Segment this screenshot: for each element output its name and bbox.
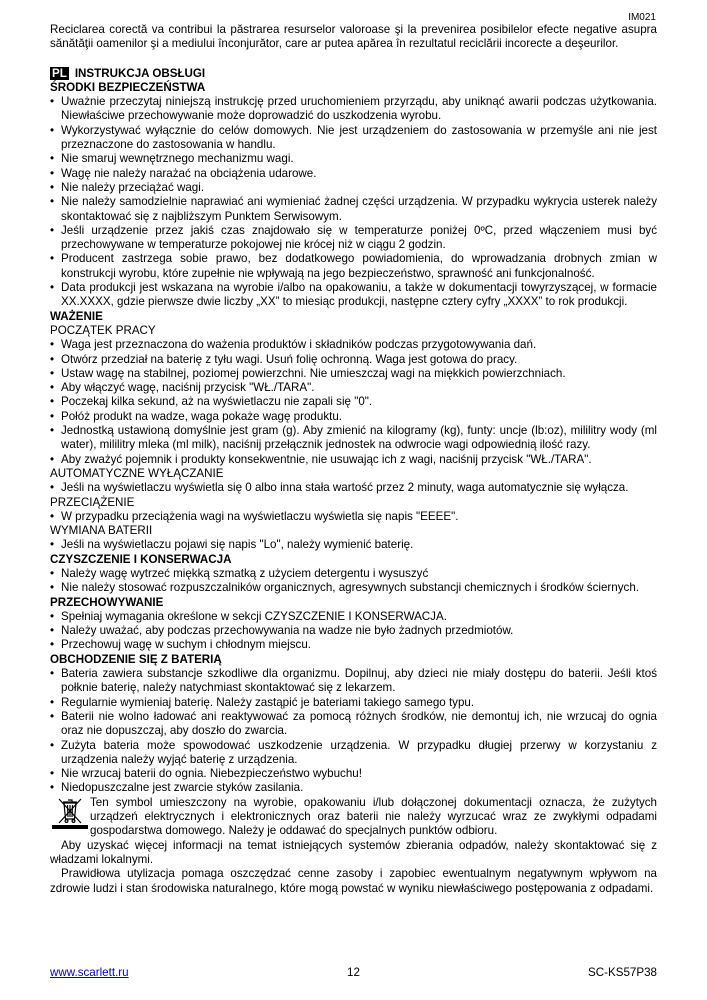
section-title-cleaning: CZYSZCZENIE I KONSERWACJA [50, 552, 232, 566]
language-heading [50, 67, 657, 81]
manual-title: INSTRUKCJA OBSŁUGI [74, 66, 206, 80]
list-item: • Jeśli na wyświetlaczu wyświetla się 0 albo inna stała wartość przez 2 minuty, waga automatycznie się wyłącza. [50, 481, 657, 495]
weee-paragraph-2: Aby uzyskać więcej informacji na temat istniejących systemów zbierania odpadów, należy skontaktować się z władzami lokalnymi. [50, 838, 657, 866]
weee-text: Ten symbol umieszczony na wyrobie, opakowaniu i/lub dołączonej dokumentacji oznacza, że zużytych urządzeń elektrycznych i elektronicznych oraz baterii nie należy wyrzucać wraz ze zwykłymi odpadami gospodarstwa domowego. Należy je oddawać do specjalnych punktów odbioru. [90, 795, 657, 838]
list-item: • Należy wagę wytrzeć miękką szmatką z użyciem detergentu i wysuszyć [50, 567, 657, 581]
auto-off-list [50, 481, 657, 495]
weighing-list [50, 338, 657, 467]
list-item: • Jednostką ustawioną domyślnie jest gram (g). Aby zmienić na kilogramy (kg), funty: uncje (lb:oz), mililitry wody (ml water), mililitry mleka (ml milk), naciśnij przełącznik jednostek na odwrocie wagi odpowiednią ilość razy. [50, 424, 657, 453]
list-item: • Niedopuszczalne jest zwarcie styków zasilania. [50, 781, 657, 795]
list-item: • Nie należy samodzielnie naprawiać ani wymieniać żadnej części urządzenia. W przypadku wykrycia usterek należy skontaktować się z najbliższym Punktem Serwisowym. [50, 195, 657, 224]
section-title-battery-handling: OBCHODZENIE SIĘ Z BATERIĄ [50, 652, 222, 666]
list-item: • Spełniaj wymagania określone w sekcji CZYSZCZENIE I KONSERWACJA. [50, 610, 657, 624]
document-id: IM021 [628, 12, 656, 23]
list-item: • Producent zastrzega sobie prawo, bez dodatkowego powiadomienia, do wprowadzania drobnych zmian w konstrukcji wyrobu, które zupełnie nie wpływają na jego bezpieczeństwo, sprawność ani funkcjonalność. [50, 252, 657, 281]
section-title-auto-off: AUTOMATYCZNE WYŁĄCZANIE [50, 466, 224, 480]
list-item: • Aby zważyć pojemnik i produkty konsekwentnie, nie usuwając ich z wagi, naciśnij przycisk "WŁ./TARA". [50, 453, 657, 467]
list-item: • Należy uważać, aby podczas przechowywania na wadze nie było żadnych przedmiotów. [50, 624, 657, 638]
list-item: • Poczekaj kilka sekund, aż na wyświetlaczu nie zapali się "0". [50, 395, 657, 409]
weee-notice [50, 796, 657, 839]
list-item: • Wykorzystywać wyłącznie do celów domowych. Nie jest urządzeniem do zastosowania w przemyśle ani nie jest przeznaczone do zastosowania w handlu. [50, 124, 657, 153]
list-item: • Bateria zawiera substancje szkodliwe dla organizmu. Dopilnuj, aby dzieci nie miały dostępu do baterii. Jeśli ktoś połknie baterię, należy natychmiast skontaktować się z lekarzem. [50, 667, 657, 696]
list-item: • Jeśli urządzenie przez jakiś czas znajdowało się w temperaturze poniżej 0ºC, przed włączeniem musi być przechowywane w temperaturze pokojowej nie krócej niż w ciągu 2 godzin. [50, 224, 657, 253]
safety-list [50, 95, 657, 309]
section-title-weighing: WAŻENIE [50, 309, 103, 323]
list-item: • Baterii nie wolno ładować ani reaktywować za pomocą różnych środków, nie demontuj ich, nie wrzucaj do ognia oraz nie dopuszczaj, aby doszło do zwarcia. [50, 710, 657, 739]
list-item: • Wagę nie należy narażać na obciążenia udarowe. [50, 167, 657, 181]
crossed-out-bin-icon [50, 796, 90, 830]
list-item: • Aby włączyć wagę, naciśnij przycisk "WŁ./TARA". [50, 381, 657, 395]
cleaning-list [50, 567, 657, 596]
section-title-overload: PRZECIĄŻENIE [50, 495, 135, 509]
section-title-battery-replace: WYMIANA BATERII [50, 524, 153, 538]
list-item: • Data produkcji jest wskazana na wyrobie i/albo na opakowaniu, a także w dokumentacji towyrzyszącej, w formacie XX.XXXX, gdzie pierwsze dwie liczby „XX” to miesiąc produkcji, następne cztery cyfry „XXXX” to rok produkcji. [50, 281, 657, 310]
list-item: • Połóż produkt na wadze, waga pokaże wagę produktu. [50, 410, 657, 424]
list-item: • Otwórz przedział na baterię z tyłu wagi. Usuń folię ochronną. Waga jest gotowa do pracy. [50, 353, 657, 367]
intro-paragraph: Reciclarea corectă va contribui la păstrarea resurselor valoroase şi la prevenirea posibilelor efecte negative asupra sănătăţii oamenilor şi a mediului înconjurător, care ar putea apărea în rezultatul reciclării incorecte a deşeurilor. [50, 23, 657, 51]
list-item: • W przypadku przeciążenia wagi na wyświetlaczu wyświetla się napis "EEEE". [50, 510, 657, 524]
model-number: SC-KS57P38 [588, 966, 657, 979]
page-number: 12 [347, 966, 360, 979]
list-item: • Nie smaruj wewnętrznego mechanizmu wagi. [50, 152, 657, 166]
list-item: • Uważnie przeczytaj niniejszą instrukcję przed uruchomieniem przyrządu, aby uniknąć awarii podczas użytkowania. Niewłaściwe przechowywanie może doprowadzić do uszkodzenia wyrobu. [50, 95, 657, 124]
website-link[interactable]: www.scarlett.ru [50, 966, 129, 979]
battery-handling-list [50, 667, 657, 796]
list-item: • Ustaw wagę na stabilnej, poziomej powierzchni. Nie umieszczaj wagi na miękkich powierzchniach. [50, 367, 657, 381]
list-item: • Waga jest przeznaczona do ważenia produktów i składników podczas przygotowywania dań. [50, 338, 657, 352]
list-item: • Nie należy przeciążać wagi. [50, 181, 657, 195]
page-footer [50, 966, 657, 979]
storage-list [50, 610, 657, 653]
list-item: • Jeśli na wyświetlaczu pojawi się napis "Lo", należy wymienić baterię. [50, 538, 657, 552]
weee-paragraph [50, 796, 657, 839]
section-title-safety: ŚRODKI BEZPIECZEŃSTWA [50, 80, 206, 94]
section-title-storage: PRZECHOWYWANIE [50, 595, 164, 609]
list-item: • Zużyta bateria może spowodować uszkodzenie urządzenia. W przypadku długiej przerwy w korzystaniu z urządzenia należy wyjąć baterię z urządzenia. [50, 739, 657, 768]
weee-paragraph-3: Prawidłowa utylizacja pomaga oszczędzać cenne zasoby i zapobiec ewentualnym negatywnym wpływom na zdrowie ludzi i stan środowiska naturalnego, które mogą powstać w wyniku niewłaściwego postępowania z odpadami. [50, 867, 657, 895]
subsection-title-start: POCZĄTEK PRACY [50, 323, 156, 337]
battery-replace-list [50, 538, 657, 552]
overload-list [50, 510, 657, 524]
language-badge: PL [52, 66, 67, 80]
list-item: • Przechowuj wagę w suchym i chłodnym miejscu. [50, 638, 657, 652]
document-body [50, 23, 657, 896]
list-item: • Nie należy stosować rozpuszczalników organicznych, agresywnych substancji chemicznych i środków ściernych. [50, 581, 657, 595]
list-item: • Regularnie wymieniaj baterię. Należy zastąpić je bateriami takiego samego typu. [50, 696, 657, 710]
list-item: • Nie wrzucaj baterii do ognia. Niebezpieczeństwo wybuchu! [50, 767, 657, 781]
